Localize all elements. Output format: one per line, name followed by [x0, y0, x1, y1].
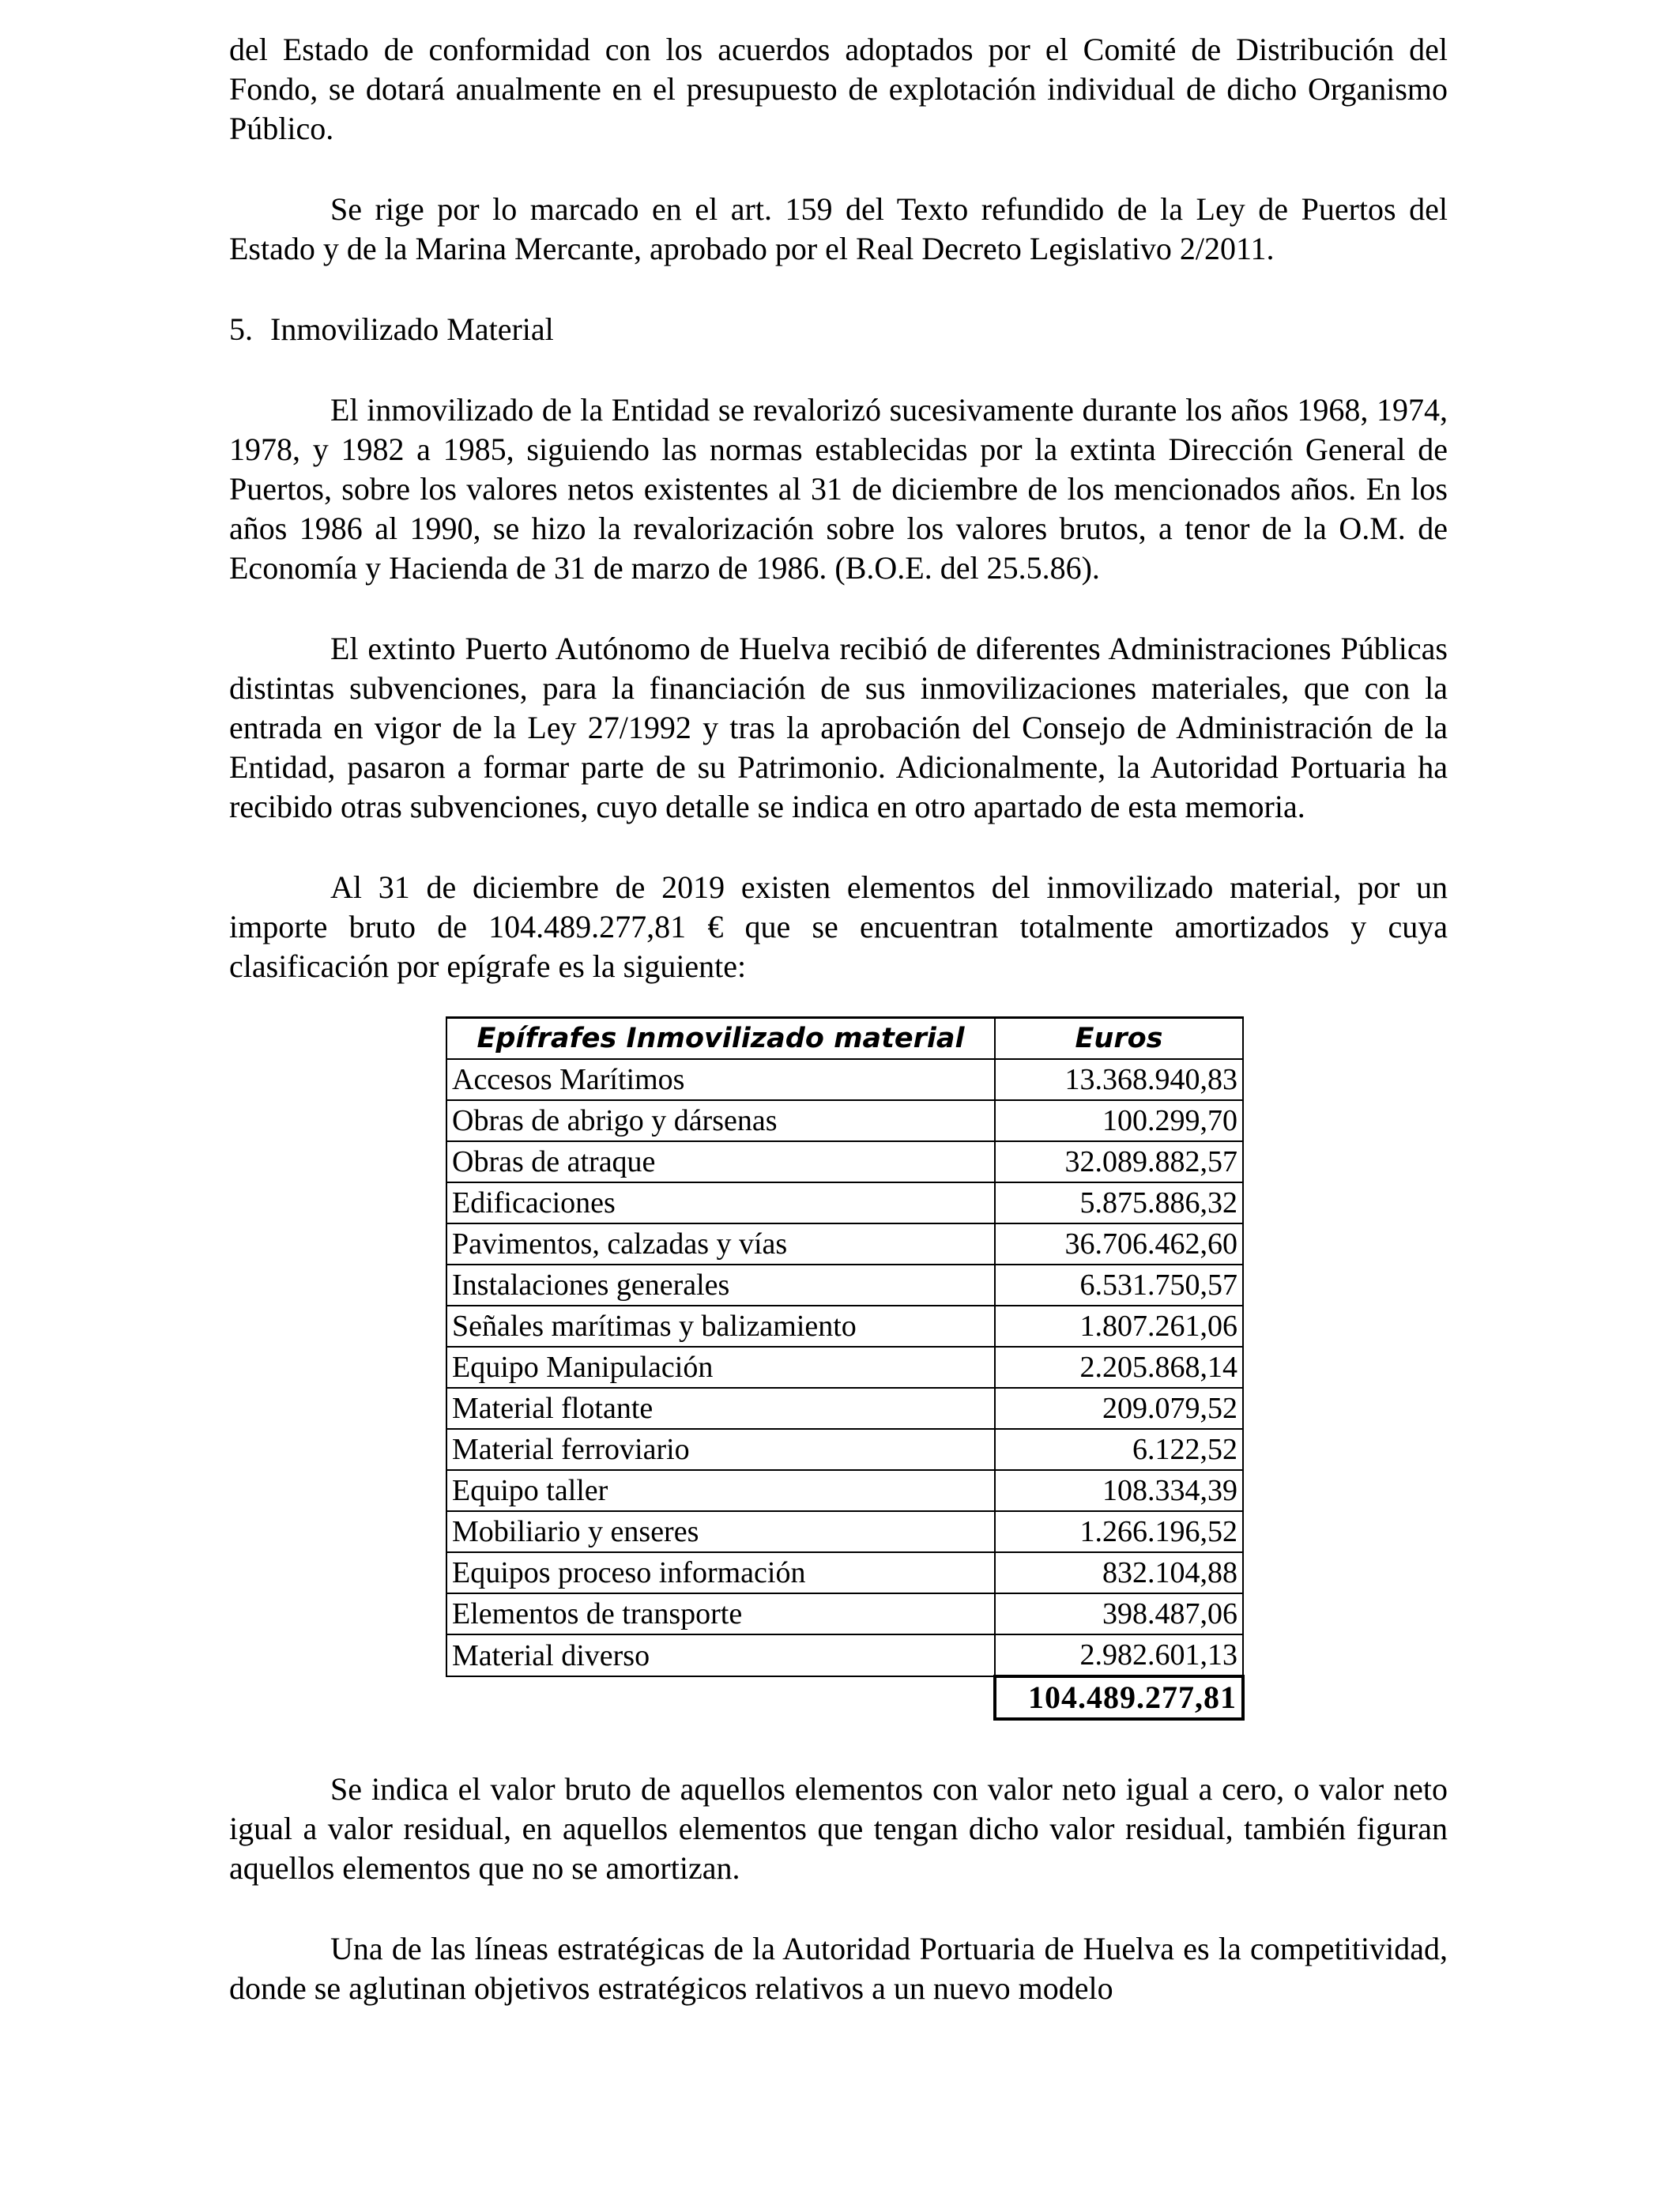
header-concept: Epífrafes Inmovilizado material	[446, 1018, 995, 1060]
asset-category: Elementos de transporte	[446, 1593, 995, 1634]
table-row	[446, 1223, 1243, 1265]
table-row	[446, 1141, 1243, 1182]
paragraph-subsidies: El extinto Puerto Autónomo de Huelva recibió de diferentes Administraciones Públicas distintas subvenciones, para la financiación de sus inmovilizaciones materiales, que con la entrada en vigor de la Ley 27/1992 y tras la aprobación del Consejo de Administración de la Entidad, pasaron a formar parte de su Patrimonio. Adicionalmente, la Autoridad Portuaria ha recibido otras subvenciones, cuyo detalle se indica en otro apartado de esta memoria.	[229, 631, 1448, 824]
table-row	[446, 1388, 1243, 1429]
document-page	[229, 30, 1448, 2008]
section-number: 5.	[229, 311, 253, 347]
table-row	[446, 1429, 1243, 1470]
table-total: 104.489.277,81	[995, 1676, 1243, 1719]
table-row	[446, 1634, 1243, 1676]
asset-category: Material ferroviario	[446, 1429, 995, 1470]
asset-amount: 13.368.940,83	[995, 1059, 1243, 1100]
table-row	[446, 1265, 1243, 1306]
asset-amount: 832.104,88	[995, 1552, 1243, 1593]
asset-amount: 108.334,39	[995, 1470, 1243, 1511]
asset-amount: 1.807.261,06	[995, 1306, 1243, 1347]
asset-category: Equipo taller	[446, 1470, 995, 1511]
asset-category: Instalaciones generales	[446, 1265, 995, 1306]
table-total-row	[446, 1676, 1243, 1719]
asset-amount: 2.982.601,13	[995, 1634, 1243, 1676]
asset-amount: 6.531.750,57	[995, 1265, 1243, 1306]
asset-amount: 5.875.886,32	[995, 1182, 1243, 1223]
table-header-row	[446, 1018, 1243, 1060]
asset-category: Señales marítimas y balizamiento	[446, 1306, 995, 1347]
table-row	[446, 1100, 1243, 1141]
table-row	[446, 1470, 1243, 1511]
asset-category: Obras de abrigo y dársenas	[446, 1100, 995, 1141]
asset-category: Pavimentos, calzadas y vías	[446, 1223, 995, 1265]
paragraph-legal-basis: Se rige por lo marcado en el art. 159 del Texto refundido de la Ley de Puertos del Estado y de la Marina Mercante, aprobado por el Real Decreto Legislativo 2/2011.	[229, 191, 1448, 266]
asset-amount: 1.266.196,52	[995, 1511, 1243, 1552]
asset-category: Mobiliario y enseres	[446, 1511, 995, 1552]
paragraph-amortized-intro: Al 31 de diciembre de 2019 existen elementos del inmovilizado material, por un importe bruto de 104.489.277,81 € que se encuentran totalmente amortizados y cuya clasificación por epígrafe es la siguiente:	[229, 869, 1448, 984]
asset-amount: 100.299,70	[995, 1100, 1243, 1141]
asset-category: Obras de atraque	[446, 1141, 995, 1182]
paragraph-fund-allocation: del Estado de conformidad con los acuerdos adoptados por el Comité de Distribución del Fondo, se dotará anualmente en el presupuesto de explotación individual de dicho Organismo Público.	[229, 32, 1448, 146]
table-row	[446, 1182, 1243, 1223]
table-row	[446, 1552, 1243, 1593]
paragraph-strategy: Una de las líneas estratégicas de la Autoridad Portuaria de Huelva es la competitividad, donde se aglutinan objetivos estratégicos relativos a un nuevo modelo	[229, 1931, 1448, 2006]
table-row	[446, 1306, 1243, 1347]
asset-category: Edificaciones	[446, 1182, 995, 1223]
asset-category: Material diverso	[446, 1634, 995, 1676]
asset-amount: 209.079,52	[995, 1388, 1243, 1429]
table-row	[446, 1593, 1243, 1634]
asset-category: Material flotante	[446, 1388, 995, 1429]
asset-amount: 36.706.462,60	[995, 1223, 1243, 1265]
asset-amount: 6.122,52	[995, 1429, 1243, 1470]
fixed-assets-table	[446, 1016, 1245, 1721]
asset-amount: 398.487,06	[995, 1593, 1243, 1634]
paragraph-revaluation: El inmovilizado de la Entidad se revalorizó sucesivamente durante los años 1968, 1974, 1978, y 1982 a 1985, siguiendo las normas establecidas por la extinta Dirección General de Puertos, sobre los valores netos existentes al 31 de diciembre de los mencionados años. En los años 1986 al 1990, se hizo la revalorización sobre los valores brutos, a tenor de la O.M. de Economía y Hacienda de 31 de marzo de 1986. (B.O.E. del 25.5.86).	[229, 392, 1448, 586]
section-title: Inmovilizado Material	[270, 311, 554, 347]
table-row	[446, 1511, 1243, 1552]
asset-amount: 32.089.882,57	[995, 1141, 1243, 1182]
asset-amount: 2.205.868,14	[995, 1347, 1243, 1388]
total-spacer	[446, 1676, 995, 1719]
asset-category: Equipo Manipulación	[446, 1347, 995, 1388]
header-euros: Euros	[995, 1018, 1243, 1060]
asset-category: Equipos proceso información	[446, 1552, 995, 1593]
asset-category: Accesos Marítimos	[446, 1059, 995, 1100]
table-row	[446, 1059, 1243, 1100]
table-body	[446, 1059, 1243, 1676]
paragraph-gross-value-note: Se indica el valor bruto de aquellos elementos con valor neto igual a cero, o valor neto igual a valor residual, en aquellos elementos que tengan dicho valor residual, también figuran aquellos elementos que no se amortizan.	[229, 1771, 1448, 1886]
table-row	[446, 1347, 1243, 1388]
section-heading	[229, 310, 1448, 349]
